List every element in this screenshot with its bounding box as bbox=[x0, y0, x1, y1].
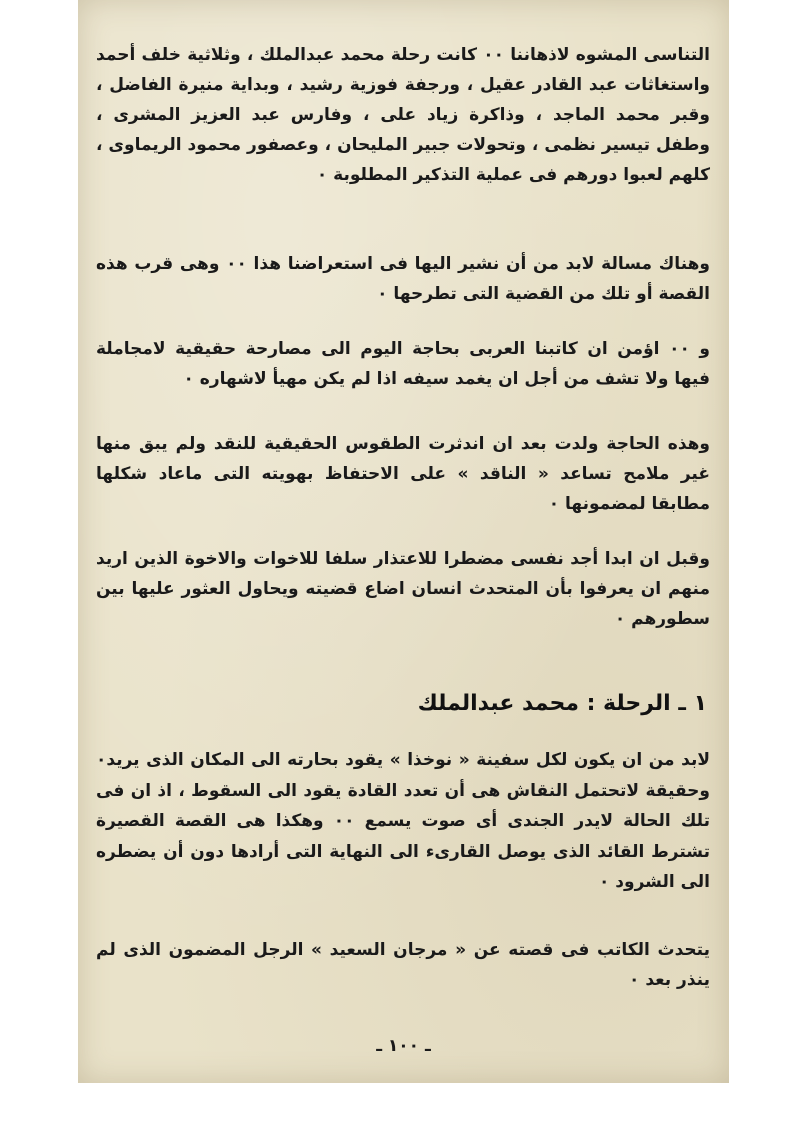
paragraph-7: يتحدث الكاتب فى قصته عن « مرجان السعيد » الرجل المضمون الذى لم ينذر بعد ٠ bbox=[96, 940, 710, 990]
paragraph-6: لابد من ان يكون لكل سفينة « نوخذا » يقود بحارته الى المكان الذى يريد٠ وحقيقة لاتحتمل النقاش هى أن تعدد القادة يقود الى السقوط ، اذ ان فى تلك الحالة لايدر الجندى أى صوت يسمع ٠٠ وهكذا هى القصة القصيرة تشترط القائد الذى يوصل القارىء الى النهاية التى أرادها دون أن يضطره الى الشرود ٠ bbox=[96, 750, 710, 892]
paragraph-3: و ٠٠ اؤمن ان كاتبنا العربى بحاجة اليوم الى مصارحة حقيقية لامجاملة فيها ولا تشف من أجل ان يغمد سيفه اذا لم يكن مهيأ لاشهاره ٠ bbox=[96, 339, 710, 389]
page-number: ـ ١٠٠ ـ bbox=[376, 1036, 431, 1056]
paragraph-4: وهذه الحاجة ولدت بعد ان اندثرت الطقوس الحقيقية للنقد ولم يبق منها غير ملامح تساعد « الناقد » على الاحتفاظ بهويته التى ماعاد شكلها مطابقا لمضمونها ٠ bbox=[96, 434, 710, 514]
section-heading: ١ ـ الرحلة : محمد عبدالملك bbox=[417, 691, 707, 716]
paragraph-2: وهناك مسالة لابد من أن نشير اليها فى استعراضنا هذا ٠٠ وهى قرب هذه القصة أو تلك من القضية التى تطرحها ٠ bbox=[96, 254, 710, 304]
paragraph-1: التناسى المشوه لاذهاننا ٠٠ كانت رحلة محمد عبدالملك ، وثلاثية خلف أحمد واستغاثات عبد القادر عقيل ، ورجفة فوزية رشيد ، وبداية منيرة الفاضل ، وقبر محمد الماجد ، وذاكرة زياد على ، وفارس عبد العزيز المشرى ، وطفل تيسير نظمى ، وتحولات جبير المليحان ، وعصفور محمود الريماوى ، كلهم لعبوا دورهم فى عملية التذكير المطلوبة ٠ bbox=[96, 45, 710, 185]
paragraph-5: وقبل ان ابدا أجد نفسى مضطرا للاعتذار سلفا للاخوات والاخوة الذين اريد منهم ان يعرفوا بأن المتحدث انسان اضاع قضيته ويحاول العثور عليها بين سطورهم ٠ bbox=[96, 549, 710, 629]
scanned-page bbox=[78, 0, 729, 1083]
